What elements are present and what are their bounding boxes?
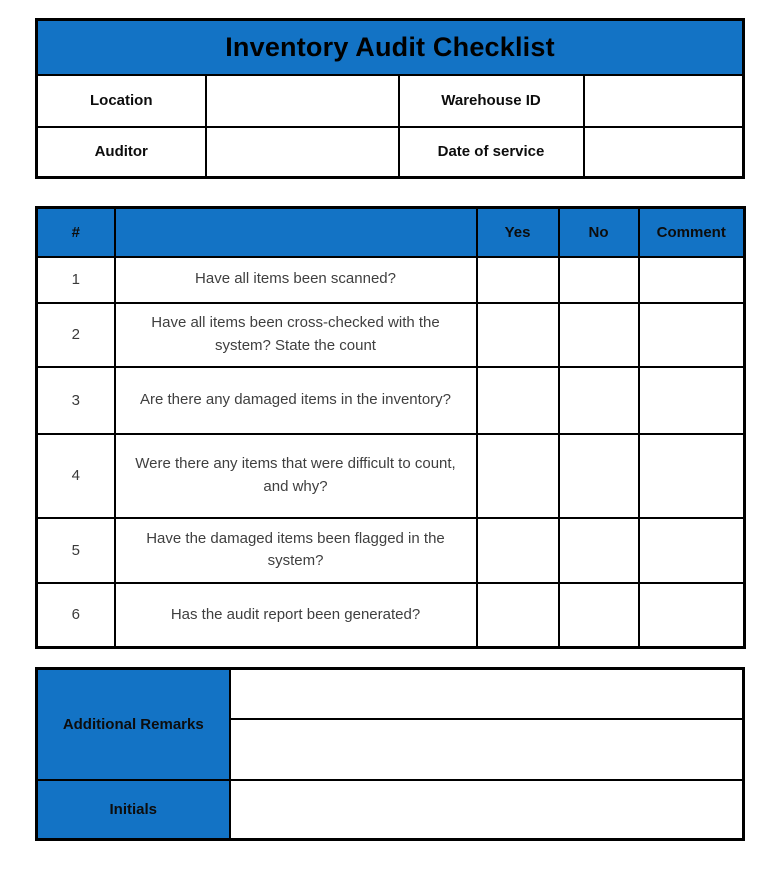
initials-value-cell[interactable] bbox=[230, 780, 744, 840]
question-text: Have all items been cross-checked with the system? State the count bbox=[115, 303, 477, 367]
remarks-line-2[interactable] bbox=[230, 719, 744, 780]
checklist-row bbox=[37, 367, 745, 434]
comment-cell[interactable] bbox=[639, 583, 745, 648]
question-text: Were there any items that were difficult to count, and why? bbox=[115, 434, 477, 518]
col-header-number: # bbox=[37, 208, 115, 257]
row-number: 4 bbox=[37, 434, 115, 518]
row-number: 3 bbox=[37, 367, 115, 434]
col-header-question bbox=[115, 208, 477, 257]
question-text: Has the audit report been generated? bbox=[115, 583, 477, 648]
additional-remarks-label: Additional Remarks bbox=[37, 669, 230, 780]
remarks-line-1[interactable] bbox=[230, 669, 744, 719]
inventory-audit-checklist-document bbox=[35, 0, 743, 841]
yes-cell[interactable] bbox=[477, 367, 559, 434]
location-value-cell[interactable] bbox=[206, 75, 399, 127]
initials-label: Initials bbox=[37, 780, 230, 840]
header-info-table bbox=[35, 18, 745, 179]
no-cell[interactable] bbox=[559, 257, 639, 303]
checklist-row bbox=[37, 303, 745, 367]
row-number: 5 bbox=[37, 518, 115, 583]
no-cell[interactable] bbox=[559, 583, 639, 648]
yes-cell[interactable] bbox=[477, 518, 559, 583]
checklist-table bbox=[35, 206, 746, 649]
warehouse-id-value-cell[interactable] bbox=[584, 75, 744, 127]
col-header-yes: Yes bbox=[477, 208, 559, 257]
yes-cell[interactable] bbox=[477, 303, 559, 367]
date-of-service-label: Date of service bbox=[399, 127, 584, 178]
question-text: Are there any damaged items in the inventory? bbox=[115, 367, 477, 434]
no-cell[interactable] bbox=[559, 518, 639, 583]
yes-cell[interactable] bbox=[477, 257, 559, 303]
no-cell[interactable] bbox=[559, 367, 639, 434]
row-number: 6 bbox=[37, 583, 115, 648]
checklist-row bbox=[37, 518, 745, 583]
checklist-header-row bbox=[37, 208, 745, 257]
row-number: 2 bbox=[37, 303, 115, 367]
checklist-row bbox=[37, 583, 745, 648]
comment-cell[interactable] bbox=[639, 257, 745, 303]
row-number: 1 bbox=[37, 257, 115, 303]
comment-cell[interactable] bbox=[639, 518, 745, 583]
no-cell[interactable] bbox=[559, 434, 639, 518]
warehouse-id-label: Warehouse ID bbox=[399, 75, 584, 127]
checklist-row bbox=[37, 434, 745, 518]
yes-cell[interactable] bbox=[477, 583, 559, 648]
question-text: Have the damaged items been flagged in the system? bbox=[115, 518, 477, 583]
no-cell[interactable] bbox=[559, 303, 639, 367]
form-title: Inventory Audit Checklist bbox=[37, 20, 744, 75]
col-header-no: No bbox=[559, 208, 639, 257]
auditor-value-cell[interactable] bbox=[206, 127, 399, 178]
auditor-label: Auditor bbox=[37, 127, 206, 178]
question-text: Have all items been scanned? bbox=[115, 257, 477, 303]
comment-cell[interactable] bbox=[639, 367, 745, 434]
remarks-initials-table bbox=[35, 667, 745, 841]
col-header-comment: Comment bbox=[639, 208, 745, 257]
comment-cell[interactable] bbox=[639, 303, 745, 367]
checklist-row bbox=[37, 257, 745, 303]
comment-cell[interactable] bbox=[639, 434, 745, 518]
location-label: Location bbox=[37, 75, 206, 127]
date-of-service-value-cell[interactable] bbox=[584, 127, 744, 178]
yes-cell[interactable] bbox=[477, 434, 559, 518]
